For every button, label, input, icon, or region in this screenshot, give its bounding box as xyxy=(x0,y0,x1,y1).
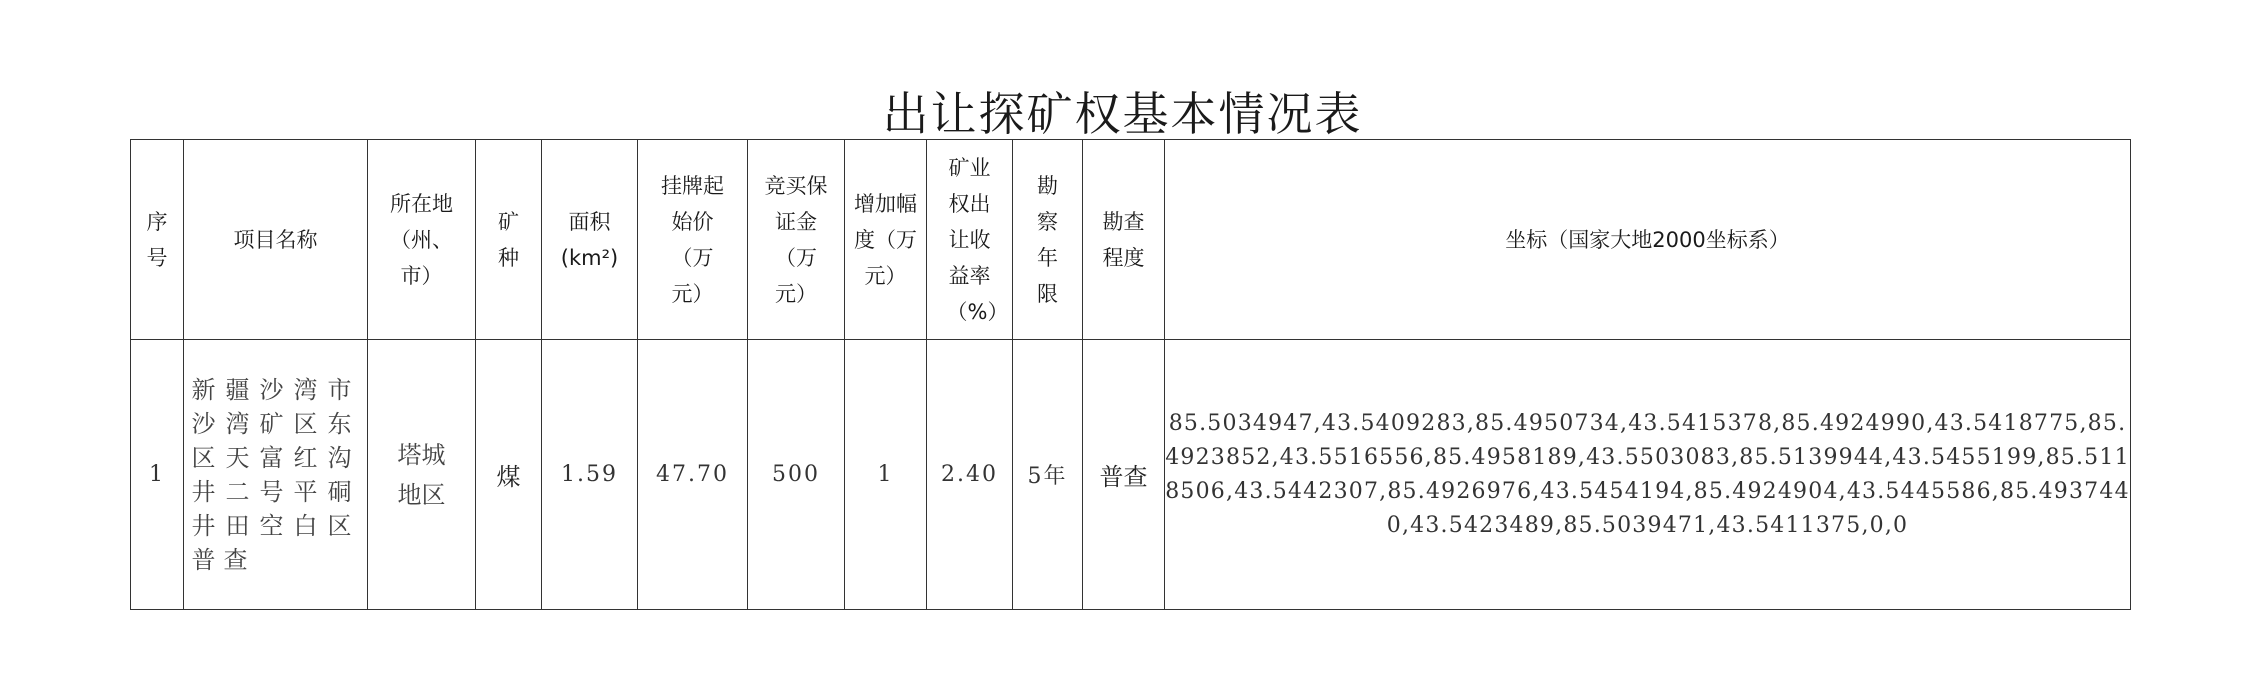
cell-increment: 1 xyxy=(845,340,927,610)
header-revenue-rate: 矿业权出让收益率（%） xyxy=(927,140,1013,340)
header-increment: 增加幅度（万元） xyxy=(845,140,927,340)
cell-location: 塔城地区 xyxy=(368,340,476,610)
cell-area: 1.59 xyxy=(542,340,638,610)
header-row xyxy=(131,140,2131,340)
header-degree: 勘查程度 xyxy=(1083,140,1165,340)
cell-coordinates: 85.5034947,43.5409283,85.4950734,43.5415378,85.4924990,43.5418775,85.4923852,43.5516556,85.4958189,43.5503083,85.5139944,43.5455199,85.5118506,43.5442307,85.4926976,43.5454194,85.4924904,43.5445586,85.4937440,43.5423489,85.5039471,43.5411375,0,0 xyxy=(1165,340,2131,610)
cell-deposit: 500 xyxy=(748,340,845,610)
cell-revenue-rate: 2.40 xyxy=(927,340,1013,610)
header-coordinates: 坐标（国家大地2000坐标系） xyxy=(1165,140,2131,340)
cell-period: 5年 xyxy=(1013,340,1083,610)
header-seq: 序号 xyxy=(131,140,184,340)
page-title: 出让探矿权基本情况表 xyxy=(882,87,1363,141)
cell-degree: 普查 xyxy=(1083,340,1165,610)
cell-project-name: 新疆沙湾市沙湾矿区东区天富红沟井二号平硐井田空白区普查 xyxy=(184,340,368,610)
header-area: 面积(km²) xyxy=(542,140,638,340)
header-mineral: 矿种 xyxy=(476,140,542,340)
header-period: 勘察年限 xyxy=(1013,140,1083,340)
header-start-price: 挂牌起始价（万元） xyxy=(638,140,748,340)
mining-rights-table xyxy=(130,139,2131,610)
cell-mineral: 煤 xyxy=(476,340,542,610)
header-deposit: 竞买保证金（万元） xyxy=(748,140,845,340)
header-location: 所在地（州、市） xyxy=(368,140,476,340)
cell-start-price: 47.70 xyxy=(638,340,748,610)
table-row xyxy=(131,340,2131,610)
cell-seq: 1 xyxy=(131,340,184,610)
header-project-name: 项目名称 xyxy=(184,140,368,340)
